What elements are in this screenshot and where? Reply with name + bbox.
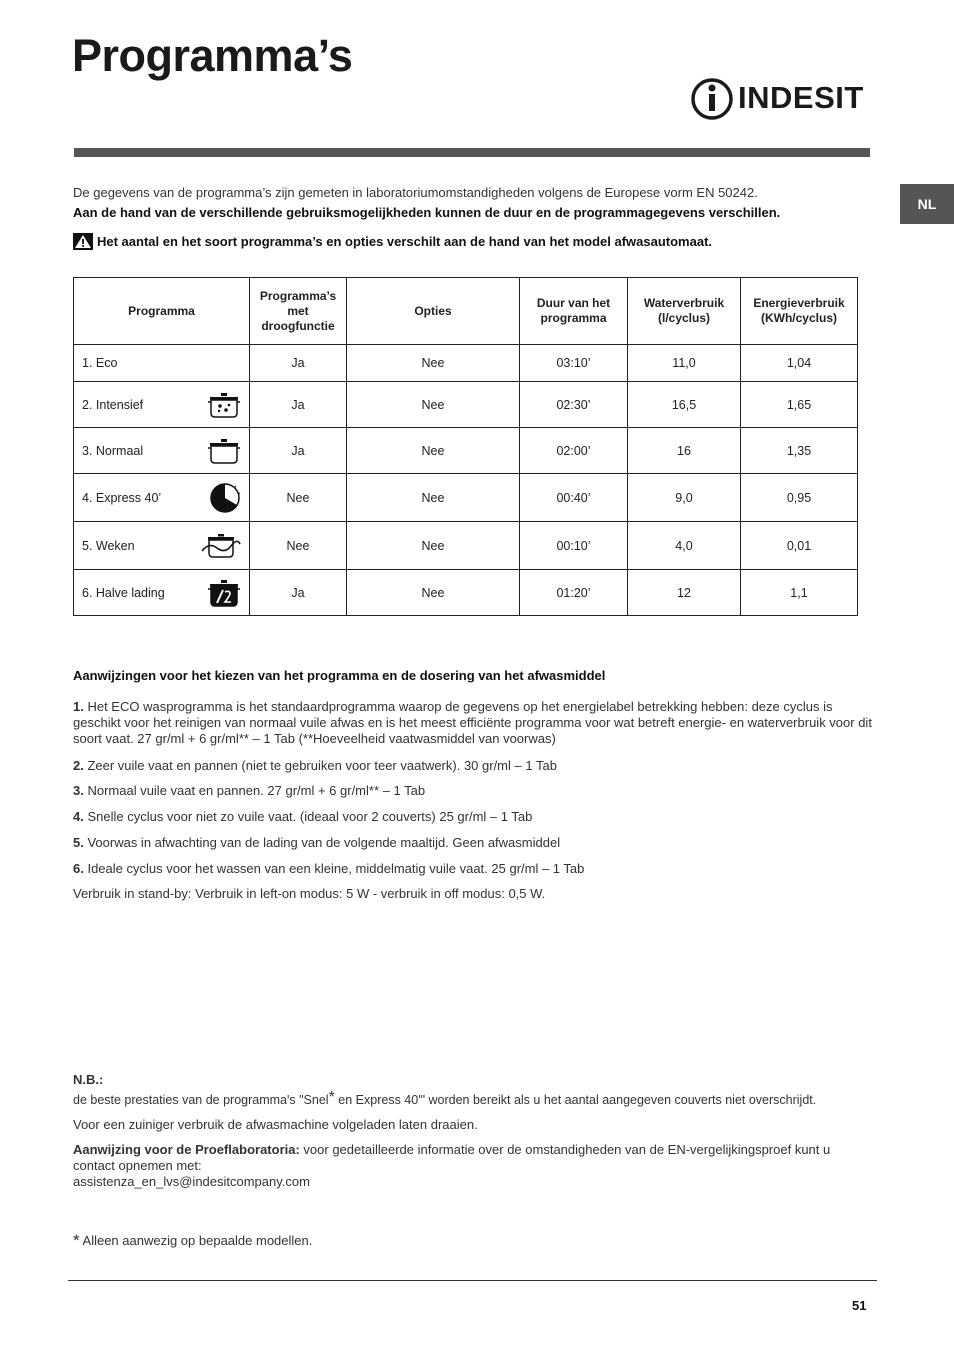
table-row xyxy=(74,570,858,616)
cell-opties: Nee xyxy=(347,522,520,570)
notes-heading: Aanwijzingen voor het kiezen van het programma en de dosering van het afwasmiddel xyxy=(73,668,606,683)
header-duur-line1: Duur van het xyxy=(536,296,611,310)
brand-logo xyxy=(690,76,870,122)
table-row xyxy=(74,382,858,428)
program-name: 1. Eco xyxy=(74,345,250,382)
header-programma: Programma xyxy=(74,278,250,345)
table-row xyxy=(74,345,858,382)
express-clock-icon xyxy=(209,482,241,514)
cell-duur: 01:20’ xyxy=(520,570,628,616)
nb-text xyxy=(73,1090,873,1108)
cell-water: 4,0 xyxy=(628,522,741,570)
cell-droog: Ja xyxy=(250,382,347,428)
header-opties: Opties xyxy=(347,278,520,345)
cell-opties: Nee xyxy=(347,382,520,428)
header-duur xyxy=(520,278,628,345)
indesit-logo-icon xyxy=(690,76,734,122)
cell-energie: 1,04 xyxy=(741,345,858,382)
program-name: 6. Halve lading xyxy=(82,585,165,600)
cell-water: 9,0 xyxy=(628,474,741,522)
table-row xyxy=(74,522,858,570)
warning-notice xyxy=(73,233,712,250)
note-text: Snelle cyclus voor niet zo vuile vaat. (ideaal voor 2 couverts) 25 gr/ml – 1 Tab xyxy=(83,809,533,824)
program-name: 3. Normaal xyxy=(82,443,144,458)
nb-text-part1: de beste prestaties van de programma's "Snel xyxy=(73,1093,329,1107)
nb-asterisk: * xyxy=(328,1089,335,1106)
brand-wordmark: INDESIT xyxy=(738,80,864,115)
program-name-cell xyxy=(74,428,250,474)
header-droog-line2: met xyxy=(287,303,309,318)
program-name-cell xyxy=(74,570,250,616)
header-energie-line1: Energieverbruik xyxy=(753,296,845,310)
cell-droog: Ja xyxy=(250,345,347,382)
cell-energie: 0,95 xyxy=(741,474,858,522)
header-water-line1: Waterverbruik xyxy=(643,296,725,310)
note-number: 5. xyxy=(73,835,84,850)
header-droogfunctie xyxy=(250,278,347,345)
intro-bold-text: Aan de hand van de verschillende gebruiksmogelijkheden kunnen de duur en de programmagegevens verschillen. xyxy=(73,205,781,220)
note-text: Zeer vuile vaat en pannen (niet te gebruiken voor teer vaatwerk). 30 gr/ml – 1 Tab xyxy=(83,758,557,773)
cell-droog: Nee xyxy=(250,522,347,570)
note-number: 4. xyxy=(73,809,84,824)
cell-water: 16 xyxy=(628,428,741,474)
language-tab: NL xyxy=(900,184,954,224)
intensive-pot-icon xyxy=(207,391,241,419)
cell-droog: Ja xyxy=(250,570,347,616)
warning-icon xyxy=(73,233,93,250)
note-text: Het ECO wasprogramma is het standaardprogramma waarop de gegevens op het energielabel betrekking hebben: deze cyclus is geschikt voor het reinigen van normaal vuile afwas en is het meest efficiënte programma voor wat betreft energie- en waterverbruik voor dit soort vaat. 27 gr/ml + 6 gr/ml** – 1 Tab (**Hoeveelheid vaatwasmiddel van voorwas) xyxy=(73,699,872,746)
program-name-cell xyxy=(74,522,250,570)
normal-pot-icon xyxy=(207,437,241,465)
note-text: Ideale cyclus voor het wassen van een kleine, middelmatig vuile vaat. 25 gr/ml – 1 Tab xyxy=(83,861,585,876)
note-number: 3. xyxy=(73,783,84,798)
cell-opties: Nee xyxy=(347,345,520,382)
table-row xyxy=(74,474,858,522)
cell-duur: 00:40’ xyxy=(520,474,628,522)
cell-opties: Nee xyxy=(347,428,520,474)
header-water-line2: (l/cyclus) xyxy=(657,311,711,325)
cell-duur: 03:10’ xyxy=(520,345,628,382)
standby-note: Verbruik in stand-by: Verbruik in left-on modus: 5 W - verbruik in off modus: 0,5 W. xyxy=(73,886,546,901)
cell-duur: 02:00’ xyxy=(520,428,628,474)
cell-opties: Nee xyxy=(347,570,520,616)
note-text: Voorwas in afwachting van de lading van de volgende maaltijd. Geen afwasmiddel xyxy=(83,835,561,850)
lab-text: voor gedetailleerde informatie over de omstandigheden van de EN-vergelijkingsproef kunt u contact opnemen met: xyxy=(73,1142,831,1173)
footnote-text: Alleen aanwezig op bepaalde modellen. xyxy=(79,1233,313,1248)
warning-text: Het aantal en het soort programma’s en opties verschilt aan de hand van het model afwasautomaat. xyxy=(97,233,713,249)
soak-wave-icon xyxy=(201,532,241,560)
program-name-cell xyxy=(74,474,250,522)
note-item xyxy=(73,861,873,877)
program-name-cell xyxy=(74,382,250,428)
table-row xyxy=(74,428,858,474)
half-load-icon xyxy=(207,578,241,608)
intro-text: De gegevens van de programma’s zijn gemeten in laboratoriumomstandigheden volgens de Europese vorm EN 50242. xyxy=(73,185,758,200)
note-text: Normaal vuile vaat en pannen. 27 gr/ml + 6 gr/ml** – 1 Tab xyxy=(83,783,426,798)
cell-water: 11,0 xyxy=(628,345,741,382)
cell-energie: 1,1 xyxy=(741,570,858,616)
nb-label: N.B.: xyxy=(73,1072,104,1087)
cell-energie: 0,01 xyxy=(741,522,858,570)
header-divider xyxy=(74,148,870,157)
note-number: 6. xyxy=(73,861,84,876)
header-droog-line1: Programma’s xyxy=(259,288,337,303)
note-item xyxy=(73,835,873,851)
programs-table xyxy=(73,277,858,616)
header-droog-line3: droogfunctie xyxy=(261,318,335,333)
cell-droog: Nee xyxy=(250,474,347,522)
nb-tip: Voor een zuiniger verbruik de afwasmachine volgeladen laten draaien. xyxy=(73,1117,478,1132)
note-number: 2. xyxy=(73,758,84,773)
note-item xyxy=(73,758,873,774)
cell-energie: 1,65 xyxy=(741,382,858,428)
cell-droog: Ja xyxy=(250,428,347,474)
cell-duur: 00:10’ xyxy=(520,522,628,570)
program-name: 5. Weken xyxy=(82,538,135,553)
table-header-row xyxy=(74,278,858,345)
header-energie-line2: (KWh/cyclus) xyxy=(760,311,837,325)
lab-notice xyxy=(73,1142,873,1174)
program-name: 4. Express 40’ xyxy=(82,490,162,505)
note-item xyxy=(73,783,873,799)
header-duur-line2: programma xyxy=(540,311,607,325)
footnote xyxy=(73,1233,873,1249)
page-number: 51 xyxy=(852,1298,867,1313)
nb-text-part2: en Express 40'" worden bereikt als u het aantal aangegeven couverts niet overschrijdt. xyxy=(334,1093,817,1107)
header-water xyxy=(628,278,741,345)
cell-duur: 02:30’ xyxy=(520,382,628,428)
contact-email: assistenza_en_lvs@indesitcompany.com xyxy=(73,1174,310,1189)
footer-divider xyxy=(68,1280,877,1281)
footnote-asterisk: * xyxy=(73,1231,80,1250)
cell-water: 16,5 xyxy=(628,382,741,428)
lab-label: Aanwijzing voor de Proeflaboratoria: xyxy=(73,1142,300,1157)
page-title: Programma’s xyxy=(72,30,353,81)
program-name: 2. Intensief xyxy=(82,397,144,412)
cell-opties: Nee xyxy=(347,474,520,522)
cell-energie: 1,35 xyxy=(741,428,858,474)
note-item xyxy=(73,699,873,747)
cell-water: 12 xyxy=(628,570,741,616)
note-item xyxy=(73,809,873,825)
header-energie xyxy=(741,278,858,345)
note-number: 1. xyxy=(73,699,84,714)
